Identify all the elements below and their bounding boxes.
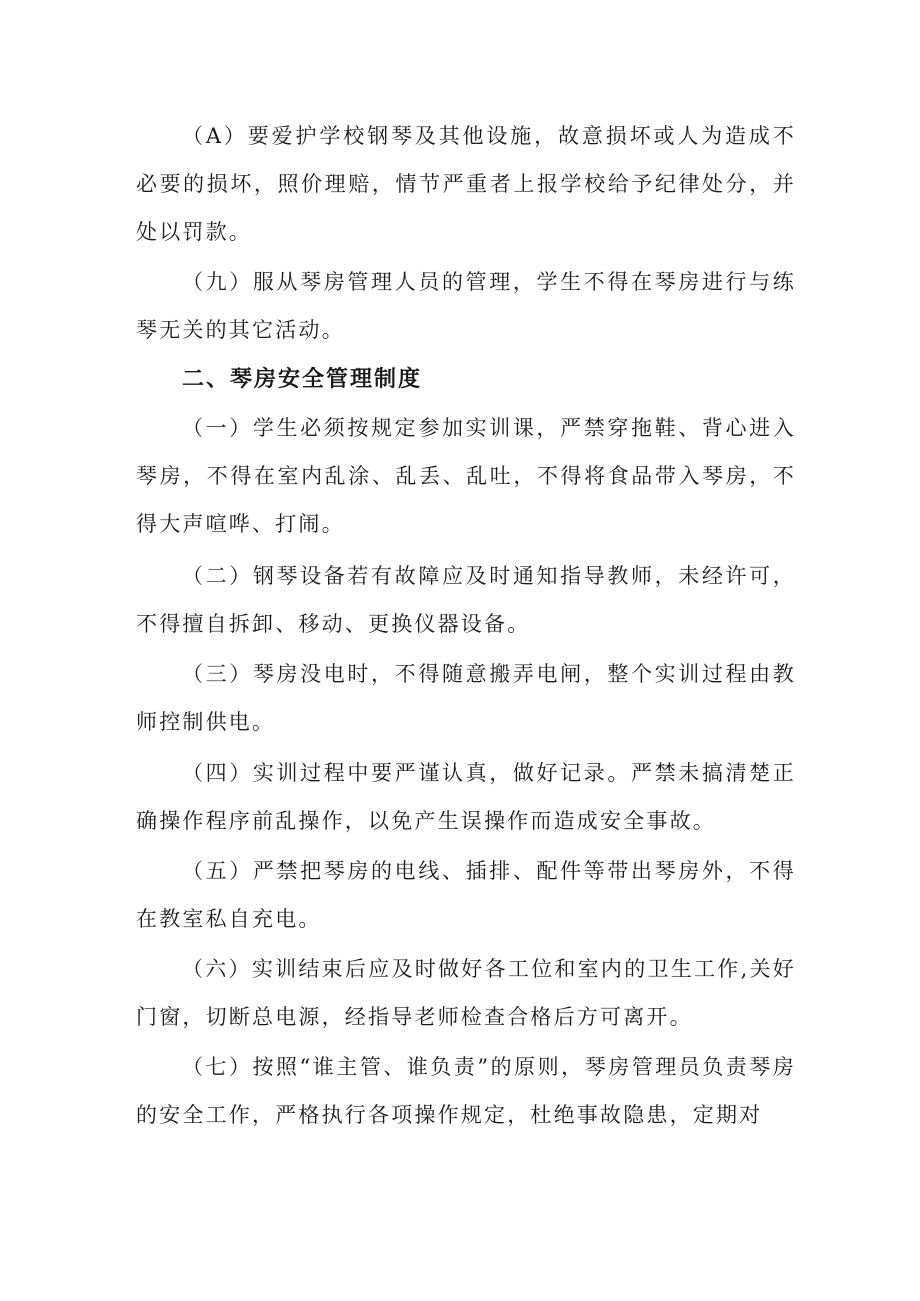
section-paragraph-2: （二）钢琴设备若有故障应及时通知指导教师，未经许可，不得擅自拆卸、移动、更换仪器设备。 [136,564,796,636]
section-heading: 二、琴房安全管理制度 [182,367,423,392]
section-paragraph-4: （四）实训过程中要严谨认真，做好记录。严禁未搞清楚正确操作程序前乱操作，以免产生误操作而造成安全事故。 [136,761,796,833]
section-paragraph-3: （三）琴房没电时，不得随意搬弄电闸，整个实训过程由教师控制供电。 [136,662,796,734]
section-paragraph-1: （一）学生必须按规定参加实训课，严禁穿拖鞋、背心进入琴房，不得在室内乱涂、乱丢、乱吐，不得将食品带入琴房，不得大声喧哗、打闹。 [136,416,796,536]
paragraph-item-9: （九）服从琴房管理人员的管理，学生不得在琴房进行与练琴无关的其它活动。 [136,270,796,342]
paragraph-item-a: （A）要爱护学校钢琴及其他设施，故意损坏或人为造成不必要的损坏，照价理赔，情节严重者上报学校给予纪律处分，并处以罚款。 [136,124,796,244]
section-paragraph-5: （五）严禁把琴房的电线、插排、配件等带出琴房外，不得在教室私自充电。 [136,859,796,931]
section-paragraph-6: （六）实训结束后应及时做好各工位和室内的卫生工作,关好门窗，切断总电源，经指导老师检查合格后方可离开。 [136,957,796,1029]
section-paragraph-7: （七）按照“谁主管、谁负责”的原则，琴房管理员负责琴房的安全工作，严格执行各项操作规定，杜绝事故隐患，定期对 [136,1055,796,1127]
